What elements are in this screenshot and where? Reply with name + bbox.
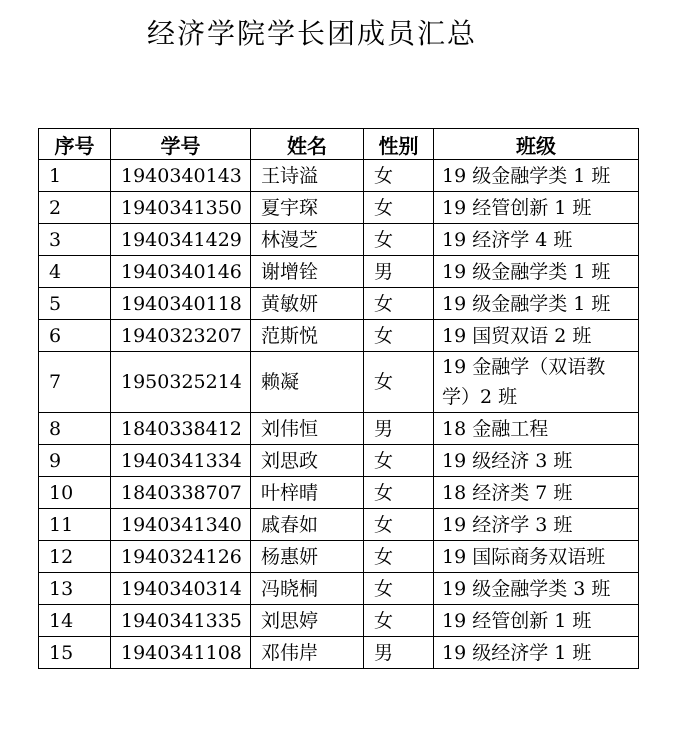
student-class-cell: 19 国贸双语 2 班: [434, 320, 639, 352]
table-row: [39, 605, 639, 637]
student-name-cell: 黄敏妍: [251, 288, 364, 320]
header-name: 姓名: [251, 129, 364, 160]
student-class-cell: 19 国际商务双语班: [434, 541, 639, 573]
student-gender-cell: 女: [364, 477, 434, 509]
header-student-id: 学号: [111, 129, 251, 160]
student-name-cell: 赖凝: [251, 352, 364, 413]
student-id-cell: 1940340146: [111, 256, 251, 288]
row-number-cell: 9: [39, 445, 111, 477]
student-id-cell: 1940323207: [111, 320, 251, 352]
student-id-cell: 1940340314: [111, 573, 251, 605]
row-number-cell: 1: [39, 160, 111, 192]
row-number-cell: 12: [39, 541, 111, 573]
header-gender: 性别: [364, 129, 434, 160]
student-name-cell: 邓伟岸: [251, 637, 364, 669]
student-gender-cell: 女: [364, 573, 434, 605]
student-id-cell: 1940340143: [111, 160, 251, 192]
student-class-cell: 19 金融学（双语教学）2 班: [434, 352, 639, 413]
student-gender-cell: 女: [364, 224, 434, 256]
student-gender-cell: 女: [364, 605, 434, 637]
row-number-cell: 3: [39, 224, 111, 256]
row-number-cell: 7: [39, 352, 111, 413]
student-id-cell: 1940340118: [111, 288, 251, 320]
table-row: [39, 477, 639, 509]
table-row: [39, 445, 639, 477]
student-gender-cell: 男: [364, 256, 434, 288]
header-class: 班级: [434, 129, 639, 160]
student-name-cell: 范斯悦: [251, 320, 364, 352]
table-row: [39, 288, 639, 320]
student-class-cell: 19 级经济学 1 班: [434, 637, 639, 669]
student-name-cell: 冯晓桐: [251, 573, 364, 605]
row-number-cell: 8: [39, 413, 111, 445]
student-class-cell: 19 经济学 4 班: [434, 224, 639, 256]
table-row: [39, 352, 639, 413]
document-title: 经济学院学长团成员汇总: [147, 17, 478, 50]
table-row: [39, 541, 639, 573]
student-name-cell: 叶梓晴: [251, 477, 364, 509]
row-number-cell: 14: [39, 605, 111, 637]
student-class-cell: 18 经济类 7 班: [434, 477, 639, 509]
member-table: [38, 128, 639, 669]
student-name-cell: 王诗溢: [251, 160, 364, 192]
table-row: [39, 573, 639, 605]
table-row: [39, 413, 639, 445]
student-name-cell: 夏宇琛: [251, 192, 364, 224]
student-class-cell: 19 经济学 3 班: [434, 509, 639, 541]
row-number-cell: 5: [39, 288, 111, 320]
row-number-cell: 10: [39, 477, 111, 509]
row-number-cell: 11: [39, 509, 111, 541]
student-id-cell: 1940341335: [111, 605, 251, 637]
table-row: [39, 637, 639, 669]
student-gender-cell: 女: [364, 509, 434, 541]
student-id-cell: 1940341350: [111, 192, 251, 224]
student-name-cell: 戚春如: [251, 509, 364, 541]
student-gender-cell: 女: [364, 352, 434, 413]
table-header-row: [39, 129, 639, 160]
student-name-cell: 刘思婷: [251, 605, 364, 637]
row-number-cell: 6: [39, 320, 111, 352]
student-name-cell: 刘伟恒: [251, 413, 364, 445]
row-number-cell: 13: [39, 573, 111, 605]
header-no: 序号: [39, 129, 111, 160]
student-id-cell: 1940341340: [111, 509, 251, 541]
student-class-cell: 19 级金融学类 1 班: [434, 160, 639, 192]
student-gender-cell: 男: [364, 637, 434, 669]
table-row: [39, 192, 639, 224]
student-class-cell: 19 经管创新 1 班: [434, 192, 639, 224]
student-gender-cell: 男: [364, 413, 434, 445]
table-row: [39, 224, 639, 256]
student-gender-cell: 女: [364, 320, 434, 352]
table-body: [39, 160, 639, 669]
student-id-cell: 1940341334: [111, 445, 251, 477]
row-number-cell: 4: [39, 256, 111, 288]
student-class-cell: 19 级金融学类 1 班: [434, 288, 639, 320]
student-class-cell: 18 金融工程: [434, 413, 639, 445]
student-id-cell: 1840338412: [111, 413, 251, 445]
student-id-cell: 1940341108: [111, 637, 251, 669]
student-class-cell: 19 级经济 3 班: [434, 445, 639, 477]
student-gender-cell: 女: [364, 541, 434, 573]
student-class-cell: 19 级金融学类 3 班: [434, 573, 639, 605]
student-id-cell: 1950325214: [111, 352, 251, 413]
student-id-cell: 1940324126: [111, 541, 251, 573]
table-row: [39, 320, 639, 352]
student-class-cell: 19 级金融学类 1 班: [434, 256, 639, 288]
student-gender-cell: 女: [364, 192, 434, 224]
table-row: [39, 160, 639, 192]
student-name-cell: 杨惠妍: [251, 541, 364, 573]
table-row: [39, 256, 639, 288]
student-gender-cell: 女: [364, 445, 434, 477]
student-name-cell: 谢增铨: [251, 256, 364, 288]
student-class-cell: 19 经管创新 1 班: [434, 605, 639, 637]
student-id-cell: 1840338707: [111, 477, 251, 509]
student-gender-cell: 女: [364, 160, 434, 192]
row-number-cell: 15: [39, 637, 111, 669]
student-name-cell: 林漫芝: [251, 224, 364, 256]
student-id-cell: 1940341429: [111, 224, 251, 256]
table-row: [39, 509, 639, 541]
student-gender-cell: 女: [364, 288, 434, 320]
student-name-cell: 刘思政: [251, 445, 364, 477]
row-number-cell: 2: [39, 192, 111, 224]
